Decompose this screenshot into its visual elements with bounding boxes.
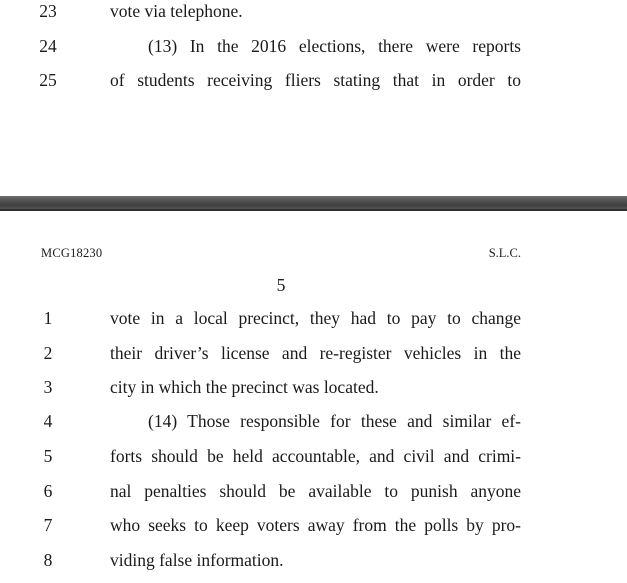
line-text: nal penalties should be available to punish anyone — [110, 481, 521, 501]
line-number: 4 — [43, 411, 53, 431]
line-number: 5 — [43, 446, 53, 466]
line-text: who seeks to keep voters away from the polls by pro- — [110, 515, 521, 535]
text-line — [0, 374, 627, 400]
text-line — [0, 340, 627, 366]
line-text: (14) Those responsible for these and similar ef- — [148, 411, 521, 431]
text-line — [0, 408, 627, 434]
text-line — [0, 512, 627, 538]
text-line — [0, 67, 627, 93]
line-number: 8 — [43, 550, 53, 570]
text-line — [0, 33, 627, 59]
line-text: forts should be held accountable, and civil and crimi- — [110, 446, 521, 466]
line-number: 3 — [43, 377, 53, 397]
text-line — [0, 0, 627, 24]
page-separator — [0, 196, 627, 211]
line-number: 1 — [43, 308, 53, 328]
line-text: viding false information. — [110, 550, 284, 570]
line-number: 23 — [39, 1, 57, 21]
line-number: 7 — [43, 515, 53, 535]
document-id: MCG18230 — [41, 246, 103, 260]
line-text: vote in a local precinct, they had to pay to change — [110, 308, 521, 328]
line-number: 2 — [43, 343, 53, 363]
line-number: 25 — [39, 70, 57, 90]
line-text: their driver’s license and re-register vehicles in the — [110, 343, 521, 363]
line-text: (13) In the 2016 elections, there were reports — [148, 36, 521, 56]
line-text: city in which the precinct was located. — [110, 377, 379, 397]
line-text: vote via telephone. — [110, 1, 243, 21]
line-text: of students receiving fliers stating that in order to — [110, 70, 521, 90]
text-line — [0, 443, 627, 469]
line-number: 6 — [43, 481, 53, 501]
page-number: 5 — [276, 275, 286, 295]
text-line — [0, 478, 627, 504]
document-code: S.L.C. — [488, 246, 521, 260]
previous-page-fragment — [0, 0, 627, 196]
text-line — [0, 305, 627, 331]
text-line — [0, 547, 627, 573]
line-number: 24 — [39, 36, 57, 56]
